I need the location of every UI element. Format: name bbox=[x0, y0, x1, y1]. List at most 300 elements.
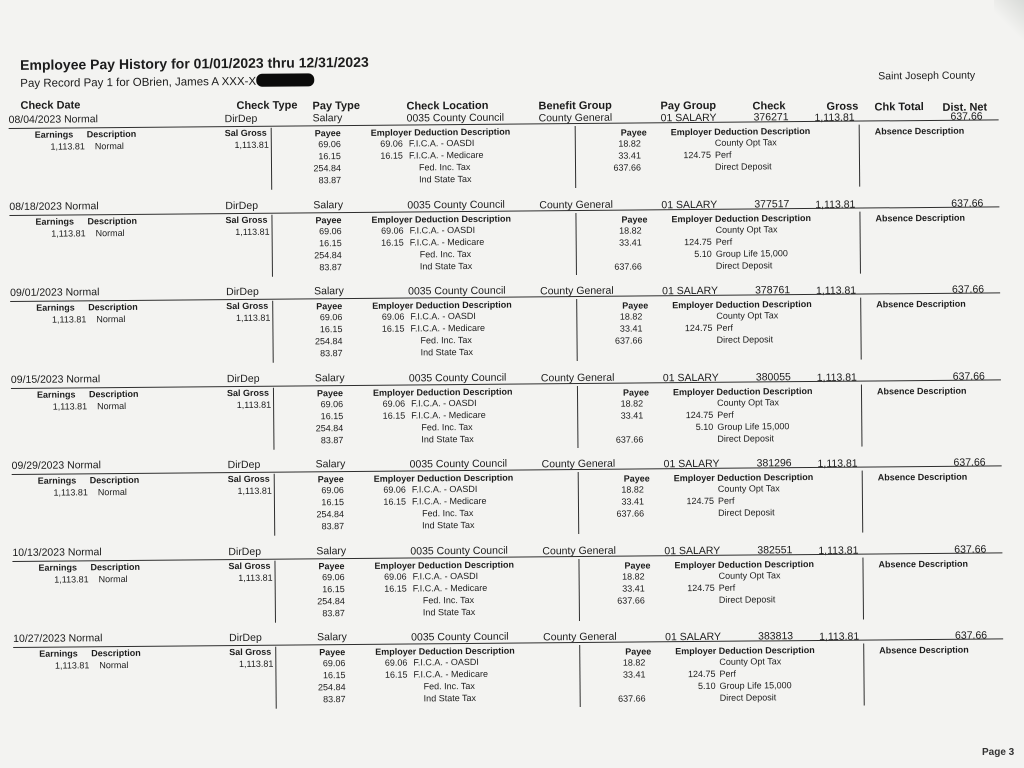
employer-amount: 69.06 bbox=[380, 138, 403, 149]
check-date: 09/15/2023 Normal bbox=[10, 372, 101, 386]
deduction-description: Ind State Tax bbox=[420, 346, 474, 358]
payee-amount: 69.06 bbox=[318, 225, 342, 236]
earnings-description: Normal bbox=[98, 573, 128, 584]
payee-label: Payee bbox=[316, 301, 343, 312]
payee-amount-2: 18.82 bbox=[619, 224, 642, 236]
check-number: 378761 bbox=[755, 284, 791, 297]
check-date: 08/18/2023 Normal bbox=[9, 199, 99, 213]
payee-label-2: Payee bbox=[622, 300, 649, 311]
payee-amount-2: 33.41 bbox=[620, 409, 644, 421]
check-date: 09/01/2023 Normal bbox=[10, 286, 100, 299]
payee-amount-2: 18.82 bbox=[619, 311, 643, 322]
payee-label-2: Payee bbox=[621, 213, 648, 225]
column-divider bbox=[862, 557, 864, 619]
earnings-description: Normal bbox=[97, 400, 127, 411]
payee-amount: 83.87 bbox=[321, 521, 345, 532]
employer-amount-2: 124.75 bbox=[687, 582, 715, 593]
payee-amount-2: 33.41 bbox=[621, 496, 644, 507]
employer-amount: 16.15 bbox=[381, 237, 404, 248]
employer-amount: 16.15 bbox=[384, 669, 408, 680]
check-number: 377517 bbox=[754, 197, 790, 210]
column-divider bbox=[576, 299, 578, 361]
employer-amount: 69.06 bbox=[384, 657, 408, 668]
earnings-label: Earnings bbox=[39, 648, 78, 659]
employer-amount: 69.06 bbox=[380, 225, 404, 236]
payee-amount: 69.06 bbox=[322, 571, 345, 582]
employer-amount-2: 124.75 bbox=[687, 668, 716, 680]
pay-record bbox=[12, 451, 1003, 546]
column-divider bbox=[859, 125, 861, 187]
employer-deduction-label-2: Employer Deduction Description bbox=[671, 212, 812, 224]
payee-amount: 69.06 bbox=[318, 139, 341, 150]
benefit-group: County General bbox=[541, 457, 616, 471]
deduction-description: Ind State Tax bbox=[421, 433, 474, 444]
deduction-description: F.I.C.A. - Medicare bbox=[411, 409, 486, 420]
column-divider bbox=[275, 647, 277, 709]
employer-deduction-label-2: Employer Deduction Description bbox=[672, 298, 812, 311]
payee-amount-2: 33.41 bbox=[619, 323, 643, 334]
check-number: 382551 bbox=[757, 543, 793, 556]
check-location: 0035 County Council bbox=[408, 371, 507, 385]
pay-group: 01 SALARY bbox=[665, 630, 722, 644]
payee-amount: 254.84 bbox=[317, 682, 346, 693]
deduction-description-2: Perf bbox=[718, 582, 736, 593]
dist-net-amount: 637.66 bbox=[952, 369, 985, 383]
check-date: 09/29/2023 Normal bbox=[11, 459, 101, 472]
absence-label: Absence Description bbox=[874, 125, 965, 137]
payee-amount: 254.84 bbox=[314, 249, 342, 260]
header-dist-net: Dist. Net bbox=[942, 101, 988, 114]
pay-record bbox=[11, 365, 1002, 460]
payee-amount: 83.87 bbox=[318, 175, 342, 186]
benefit-group: County General bbox=[543, 630, 617, 644]
check-date: 10/13/2023 Normal bbox=[12, 545, 102, 559]
earnings-description: Normal bbox=[94, 140, 124, 152]
earnings-amount: 1,113.81 bbox=[51, 314, 87, 325]
pay-type: Salary bbox=[313, 198, 344, 211]
deduction-description: F.I.C.A. - Medicare bbox=[412, 582, 488, 593]
header-chk-total: Chk Total bbox=[874, 101, 924, 114]
payee-amount-2: 637.66 bbox=[614, 260, 642, 272]
benefit-group: County General bbox=[540, 284, 614, 298]
earnings-amount: 1,113.81 bbox=[50, 141, 85, 152]
check-location: 0035 County Council bbox=[410, 544, 508, 558]
payee-amount-2: 33.41 bbox=[622, 669, 646, 680]
employer-amount: 69.06 bbox=[384, 571, 407, 582]
header-pay-group: Pay Group bbox=[660, 99, 717, 113]
pay-group: 01 SALARY bbox=[662, 371, 719, 384]
check-type: DirDep bbox=[226, 372, 260, 385]
deduction-description-2: County Opt Tax bbox=[717, 483, 780, 494]
employer-amount-2: 5.10 bbox=[694, 248, 712, 259]
employer-deduction-label: Employer Deduction Description bbox=[375, 645, 515, 657]
sal-gross-amount: 1,113.81 bbox=[236, 399, 272, 410]
employer-deduction-label: Employer Deduction Description bbox=[372, 386, 513, 398]
report-title: Employee Pay History for 01/01/2023 thru 12/31/2023 bbox=[20, 53, 369, 73]
earnings-amount: 1,113.81 bbox=[52, 400, 88, 412]
payee-amount: 16.15 bbox=[319, 237, 342, 248]
deduction-description-2: Perf bbox=[719, 668, 737, 679]
pay-group: 01 SALARY bbox=[660, 111, 717, 125]
employer-deduction-label-2: Employer Deduction Description bbox=[670, 126, 811, 138]
column-divider bbox=[273, 387, 275, 449]
employer-amount: 69.06 bbox=[382, 398, 406, 409]
pay-type: Salary bbox=[317, 631, 347, 644]
employer-amount-2: 124.75 bbox=[683, 149, 711, 161]
payee-label-2: Payee bbox=[624, 559, 651, 571]
payee-amount: 69.06 bbox=[320, 398, 344, 409]
earnings-label: Earnings bbox=[37, 475, 77, 486]
deduction-description-2: County Opt Tax bbox=[714, 137, 777, 148]
deduction-description: Fed. Inc. Tax bbox=[423, 680, 475, 692]
column-divider bbox=[272, 301, 274, 363]
sal-gross-label: Sal Gross bbox=[226, 387, 270, 398]
pay-record bbox=[12, 538, 1003, 633]
header-check: Check bbox=[752, 100, 786, 113]
employer-deduction-label-2: Employer Deduction Description bbox=[673, 471, 814, 484]
absence-label: Absence Description bbox=[877, 471, 968, 483]
deduction-description-2: Direct Deposit bbox=[715, 259, 773, 271]
sal-gross-label: Sal Gross bbox=[224, 127, 267, 139]
sal-gross-label: Sal Gross bbox=[228, 560, 271, 571]
earnings-description: Normal bbox=[99, 659, 129, 671]
deduction-description: F.I.C.A. - OASDI bbox=[410, 310, 476, 322]
sal-gross-amount: 1,113.81 bbox=[238, 572, 273, 583]
column-divider bbox=[578, 559, 580, 621]
deduction-description-2: Direct Deposit bbox=[717, 432, 774, 444]
earnings-description: Normal bbox=[97, 486, 127, 498]
earnings-description: Normal bbox=[96, 313, 126, 325]
absence-label: Absence Description bbox=[878, 558, 969, 569]
benefit-group: County General bbox=[542, 544, 616, 557]
deduction-description: F.I.C.A. - OASDI bbox=[408, 137, 475, 149]
absence-label: Absence Description bbox=[879, 644, 969, 656]
deduction-description-2: Direct Deposit bbox=[718, 593, 776, 605]
sal-gross-amount: 1,113.81 bbox=[238, 658, 274, 670]
column-divider bbox=[274, 474, 276, 536]
employer-deduction-label: Employer Deduction Description bbox=[371, 213, 512, 225]
employer-amount: 69.06 bbox=[383, 484, 406, 495]
deduction-description: F.I.C.A. - OASDI bbox=[411, 483, 478, 495]
deduction-description: Fed. Inc. Tax bbox=[421, 507, 474, 519]
employer-deduction-label: Employer Deduction Description bbox=[374, 559, 515, 571]
payee-amount-2: 33.41 bbox=[622, 582, 645, 594]
page-number: Page 3 bbox=[982, 747, 1015, 758]
employer-deduction-label: Employer Deduction Description bbox=[372, 299, 512, 311]
deduction-description: Ind State Tax bbox=[422, 519, 475, 531]
payee-amount: 83.87 bbox=[320, 434, 344, 445]
sal-gross-label: Sal Gross bbox=[227, 473, 270, 485]
deduction-description-2: Group Life 15,000 bbox=[719, 680, 792, 691]
deduction-description-2: County Opt Tax bbox=[715, 223, 778, 235]
payee-amount-2: 33.41 bbox=[618, 150, 641, 161]
employer-amount-2: 5.10 bbox=[695, 421, 714, 432]
check-type: DirDep bbox=[229, 631, 262, 645]
earnings-description: Normal bbox=[95, 227, 125, 238]
payee-amount: 16.15 bbox=[319, 324, 343, 335]
deduction-description-2: County Opt Tax bbox=[717, 396, 780, 408]
employer-deduction-label-2: Employer Deduction Description bbox=[672, 385, 813, 397]
payee-label: Payee bbox=[317, 474, 344, 485]
absence-label: Absence Description bbox=[876, 385, 967, 396]
deduction-description: F.I.C.A. - Medicare bbox=[410, 322, 486, 334]
pay-record-label: Pay Record Pay 1 for OBrien, James A XXX-X bbox=[20, 75, 257, 90]
benefit-group: County General bbox=[538, 111, 613, 125]
deduction-description: Fed. Inc. Tax bbox=[420, 334, 472, 346]
earnings-amount: 1,113.81 bbox=[54, 573, 89, 585]
column-divider bbox=[861, 384, 863, 446]
deduction-description: Ind State Tax bbox=[419, 260, 473, 271]
sal-gross-label: Sal Gross bbox=[229, 646, 272, 658]
payee-amount-2: 33.41 bbox=[619, 236, 642, 248]
payee-amount-2: 18.82 bbox=[620, 397, 644, 409]
pay-record bbox=[10, 278, 1001, 373]
deduction-description: F.I.C.A. - OASDI bbox=[411, 397, 477, 408]
check-type: DirDep bbox=[226, 285, 259, 299]
pay-record bbox=[9, 105, 1000, 200]
county-name: Saint Joseph County bbox=[878, 69, 976, 83]
description-label: Description bbox=[87, 215, 138, 226]
employer-amount-2: 124.75 bbox=[685, 409, 714, 420]
report-page bbox=[8, 43, 1014, 762]
column-divider bbox=[863, 644, 865, 706]
deduction-description-2: Perf bbox=[715, 236, 733, 247]
deduction-description: F.I.C.A. - OASDI bbox=[412, 570, 479, 581]
payee-amount-2: 637.66 bbox=[618, 693, 646, 704]
deduction-description-2: County Opt Tax bbox=[719, 656, 782, 667]
pay-type: Salary bbox=[314, 285, 344, 298]
deduction-description: Ind State Tax bbox=[422, 606, 476, 617]
payee-amount: 16.15 bbox=[320, 410, 344, 421]
payee-amount: 83.87 bbox=[319, 261, 342, 272]
deduction-description: Ind State Tax bbox=[419, 173, 472, 185]
payee-amount-2: 18.82 bbox=[622, 657, 646, 668]
dist-net-amount: 637.66 bbox=[953, 456, 986, 469]
deduction-description: Ind State Tax bbox=[423, 692, 477, 704]
column-divider bbox=[271, 128, 273, 190]
employer-amount-2: 5.10 bbox=[697, 680, 716, 692]
pay-type: Salary bbox=[315, 458, 346, 471]
check-number: 376271 bbox=[753, 111, 789, 124]
check-location: 0035 County Council bbox=[406, 111, 505, 125]
deduction-description-2: Perf bbox=[717, 409, 734, 420]
payee-amount: 83.87 bbox=[322, 607, 345, 618]
payee-amount-2: 637.66 bbox=[613, 162, 642, 173]
pay-type: Salary bbox=[316, 544, 347, 557]
check-type: DirDep bbox=[228, 545, 262, 558]
sal-gross-amount: 1,113.81 bbox=[237, 485, 272, 497]
check-location: 0035 County Council bbox=[407, 198, 505, 212]
deduction-description-2: Perf bbox=[717, 495, 735, 506]
deduction-description-2: Direct Deposit bbox=[718, 507, 775, 518]
deduction-description: Fed. Inc. Tax bbox=[422, 594, 475, 605]
pay-group: 01 SALARY bbox=[661, 198, 718, 211]
employer-amount: 16.15 bbox=[380, 150, 403, 161]
check-number: 381296 bbox=[756, 457, 792, 470]
column-divider bbox=[575, 126, 577, 188]
employer-amount: 16.15 bbox=[384, 583, 407, 594]
earnings-amount: 1,113.81 bbox=[53, 487, 88, 498]
page-curl bbox=[994, 0, 1024, 40]
deduction-description: F.I.C.A. - OASDI bbox=[409, 224, 476, 236]
payee-amount: 16.15 bbox=[322, 583, 345, 594]
header-check-type: Check Type bbox=[236, 99, 298, 113]
payee-label-2: Payee bbox=[620, 127, 647, 138]
absence-label: Absence Description bbox=[875, 212, 966, 223]
payee-amount-2: 18.82 bbox=[622, 570, 645, 582]
employer-amount: 69.06 bbox=[381, 311, 405, 322]
deduction-description-2: Perf bbox=[716, 322, 733, 333]
deduction-description-2: Direct Deposit bbox=[719, 692, 777, 703]
earnings-label: Earnings bbox=[35, 215, 75, 227]
payee-amount: 16.15 bbox=[322, 670, 346, 681]
sal-gross-amount: 1,113.81 bbox=[235, 312, 271, 324]
column-divider bbox=[577, 386, 579, 448]
payee-label: Payee bbox=[318, 560, 345, 571]
employer-deduction-label: Employer Deduction Description bbox=[370, 126, 511, 138]
description-label: Description bbox=[88, 301, 138, 313]
dist-net-amount: 637.66 bbox=[950, 110, 983, 123]
deduction-description-2: Group Life 15,000 bbox=[715, 247, 788, 259]
description-label: Description bbox=[90, 561, 141, 572]
earnings-label: Earnings bbox=[38, 561, 78, 573]
column-divider bbox=[859, 211, 861, 273]
column-divider bbox=[862, 471, 864, 533]
deduction-description-2: Direct Deposit bbox=[714, 161, 772, 172]
benefit-group: County General bbox=[540, 371, 615, 384]
pay-group: 01 SALARY bbox=[664, 544, 721, 557]
payee-label-2: Payee bbox=[625, 646, 652, 657]
gross-amount: 1,113.81 bbox=[815, 198, 856, 211]
employer-amount: 16.15 bbox=[383, 496, 406, 507]
employer-amount-2: 124.75 bbox=[686, 495, 714, 507]
column-divider bbox=[579, 645, 581, 707]
payee-label-2: Payee bbox=[622, 386, 650, 398]
column-divider bbox=[274, 560, 276, 622]
payee-amount: 254.84 bbox=[313, 163, 342, 174]
payee-amount-2: 18.82 bbox=[621, 484, 644, 495]
deduction-description: Fed. Inc. Tax bbox=[418, 161, 471, 173]
dist-net-amount: 637.66 bbox=[951, 196, 984, 210]
dist-net-amount: 637.66 bbox=[951, 283, 985, 296]
check-date: 10/27/2023 Normal bbox=[13, 632, 103, 645]
check-number: 383813 bbox=[758, 630, 794, 643]
earnings-label: Earnings bbox=[34, 129, 74, 140]
deduction-description: F.I.C.A. - OASDI bbox=[413, 656, 479, 668]
pay-group: 01 SALARY bbox=[662, 284, 719, 298]
payee-label: Payee bbox=[314, 128, 341, 139]
deduction-description-2: County Opt Tax bbox=[718, 569, 781, 581]
payee-amount: 69.06 bbox=[322, 658, 346, 669]
pay-type: Salary bbox=[314, 371, 345, 384]
employer-amount-2: 124.75 bbox=[684, 322, 713, 334]
payee-amount: 254.84 bbox=[315, 422, 344, 433]
gross-amount: 1,113.81 bbox=[816, 371, 857, 384]
column-divider bbox=[860, 298, 862, 360]
redaction-mark bbox=[256, 73, 314, 87]
description-label: Description bbox=[89, 474, 140, 486]
payee-amount-2: 18.82 bbox=[618, 138, 641, 149]
payee-amount: 16.15 bbox=[318, 151, 341, 162]
report-subtitle bbox=[20, 73, 314, 90]
payee-amount-2: 637.66 bbox=[614, 335, 643, 346]
description-label: Description bbox=[88, 388, 139, 399]
earnings-amount: 1,113.81 bbox=[54, 660, 90, 671]
payee-amount: 254.84 bbox=[316, 509, 345, 520]
payee-label-2: Payee bbox=[623, 473, 650, 484]
employer-deduction-label-2: Employer Deduction Description bbox=[675, 644, 815, 657]
deduction-description-2: County Opt Tax bbox=[716, 310, 779, 321]
payee-label: Payee bbox=[319, 647, 346, 658]
check-number: 380055 bbox=[755, 370, 791, 383]
check-location: 0035 County Council bbox=[411, 630, 509, 644]
deduction-description: F.I.C.A. - Medicare bbox=[409, 236, 485, 248]
check-location: 0035 County Council bbox=[409, 457, 508, 471]
gross-amount: 1,113.81 bbox=[818, 544, 859, 557]
payee-amount: 254.84 bbox=[317, 595, 345, 606]
employer-deduction-label-2: Employer Deduction Description bbox=[674, 558, 815, 570]
payee-amount-2: 637.66 bbox=[615, 433, 644, 445]
deduction-description: Fed. Inc. Tax bbox=[419, 248, 472, 259]
column-divider bbox=[578, 472, 580, 534]
deduction-description: F.I.C.A. - Medicare bbox=[413, 668, 489, 680]
payee-amount: 16.15 bbox=[321, 497, 344, 508]
column-divider bbox=[271, 214, 273, 276]
employer-amount: 16.15 bbox=[382, 410, 406, 421]
earnings-label: Earnings bbox=[36, 388, 76, 400]
payee-amount: 69.06 bbox=[319, 312, 343, 323]
sal-gross-label: Sal Gross bbox=[225, 214, 268, 225]
payee-amount: 83.87 bbox=[323, 694, 346, 705]
deduction-description: F.I.C.A. - Medicare bbox=[411, 495, 487, 507]
check-type: DirDep bbox=[225, 199, 259, 212]
description-label: Description bbox=[86, 128, 137, 140]
gross-amount: 1,113.81 bbox=[818, 630, 860, 643]
earnings-label: Earnings bbox=[36, 302, 75, 313]
payee-amount: 254.84 bbox=[314, 336, 343, 347]
check-date: 08/04/2023 Normal bbox=[8, 113, 98, 126]
employer-deduction-label: Employer Deduction Description bbox=[373, 472, 514, 484]
column-divider bbox=[575, 213, 577, 275]
gross-amount: 1,113.81 bbox=[814, 111, 855, 124]
sal-gross-label: Sal Gross bbox=[226, 300, 269, 312]
payee-label: Payee bbox=[316, 387, 344, 398]
deduction-description-2: Direct Deposit bbox=[716, 334, 774, 345]
pay-record bbox=[13, 624, 1004, 719]
header-pay-type: Pay Type bbox=[312, 99, 361, 113]
earnings-amount: 1,113.81 bbox=[51, 227, 86, 239]
dist-net-amount: 637.66 bbox=[954, 629, 988, 642]
deduction-description-2: Perf bbox=[714, 149, 732, 160]
check-type: DirDep bbox=[224, 112, 258, 126]
deduction-description: F.I.C.A. - Medicare bbox=[408, 149, 484, 161]
gross-amount: 1,113.81 bbox=[817, 457, 858, 470]
payee-amount-2: 637.66 bbox=[617, 594, 645, 606]
deduction-description-2: Group Life 15,000 bbox=[717, 420, 790, 432]
pay-group: 01 SALARY bbox=[663, 457, 720, 471]
sal-gross-amount: 1,113.81 bbox=[235, 226, 270, 237]
payee-amount: 69.06 bbox=[321, 485, 344, 496]
payee-label: Payee bbox=[315, 214, 342, 225]
sal-gross-amount: 1,113.81 bbox=[234, 139, 269, 151]
check-location: 0035 County Council bbox=[408, 284, 506, 298]
employer-amount-2: 124.75 bbox=[684, 236, 712, 247]
description-label: Description bbox=[91, 647, 141, 659]
payee-amount-2: 637.66 bbox=[616, 508, 645, 519]
dist-net-amount: 637.66 bbox=[954, 542, 987, 556]
deduction-description: Fed. Inc. Tax bbox=[421, 421, 473, 432]
pay-type: Salary bbox=[312, 112, 343, 125]
